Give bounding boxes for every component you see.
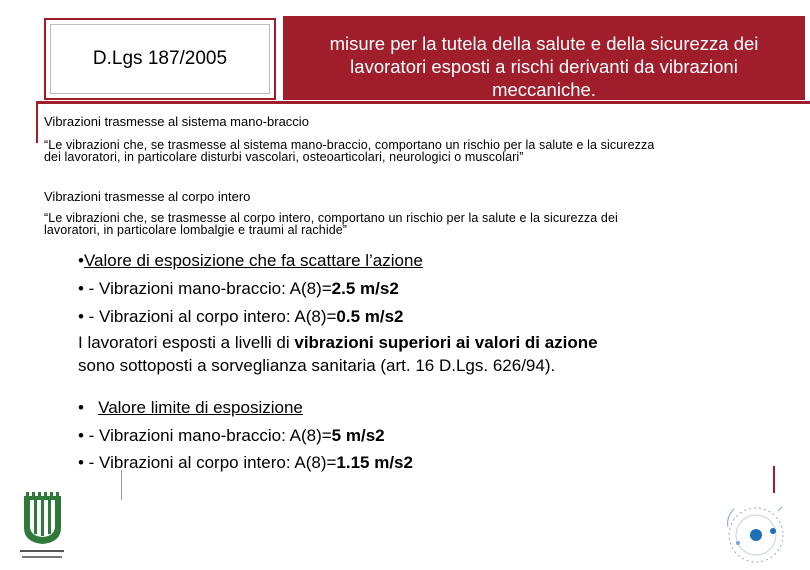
- university-tower-logo: [12, 486, 72, 566]
- header-divider: [38, 101, 810, 104]
- section-hand-arm-line-2: dei lavoratori, in particolare disturbi vascolari, osteoarticolari, neurologici o muscolari”: [44, 150, 524, 164]
- limit-hand-arm-label: • - Vibrazioni mano-braccio: A(8)=: [78, 426, 332, 445]
- surveillance-note-line-1: [78, 333, 598, 353]
- banner-line-1: misure per la tutela della salute e della sicurezza dei: [329, 33, 759, 54]
- bullet: •: [78, 398, 84, 417]
- decree-title: D.Lgs 187/2005: [50, 24, 270, 94]
- action-whole-body-item: [78, 307, 404, 327]
- left-accent-line: [36, 101, 38, 143]
- section-whole-body-line-2: lavoratori, in particolare lombalgie e traumi al rachide”: [44, 223, 348, 237]
- inaf-astronomy-logo: [718, 497, 790, 569]
- action-value-title: Valore di esposizione che fa scattare l’azione: [83, 251, 423, 270]
- action-whole-body-label: • - Vibrazioni al corpo intero: A(8)=: [78, 307, 337, 326]
- banner-line-2: lavoratori esposti a rischi derivanti da vibrazioni: [350, 56, 738, 77]
- surveillance-note-bold: vibrazioni superiori ai valori di azione: [294, 333, 598, 352]
- limit-whole-body-item: [78, 453, 413, 473]
- section-whole-body-heading: Vibrazioni trasmesse al corpo intero: [44, 189, 251, 204]
- action-hand-arm-item: [78, 279, 399, 299]
- title-box: [44, 18, 276, 100]
- surveillance-note-prefix: I lavoratori esposti a livelli di: [78, 333, 295, 352]
- action-whole-body-value: 0.5 m/s2: [336, 307, 404, 326]
- section-hand-arm-line-1: “Le vibrazioni che, se trasmesse al sistema mano-braccio, comportano un rischio per la salute e la sicurezza: [44, 138, 655, 152]
- right-accent-line: [773, 466, 775, 493]
- action-hand-arm-label: • - Vibrazioni mano-braccio: A(8)=: [78, 279, 332, 298]
- gray-divider: [121, 470, 122, 500]
- section-whole-body-line-1: “Le vibrazioni che, se trasmesse al corpo intero, comportano un rischio per la salute e la sicurezza dei: [44, 211, 618, 225]
- action-hand-arm-value: 2.5 m/s2: [331, 279, 399, 298]
- action-value-heading: [78, 251, 423, 271]
- banner-line-3: meccaniche.: [492, 79, 596, 100]
- limit-hand-arm-value: 5 m/s2: [331, 426, 385, 445]
- limit-value-heading: [78, 398, 303, 418]
- limit-hand-arm-item: [78, 426, 385, 446]
- surveillance-note-line-2: sono sottoposti a sorveglianza sanitaria (art. 16 D.Lgs. 626/94).: [78, 356, 556, 375]
- header-banner: [283, 16, 805, 100]
- limit-value-title: Valore limite di esposizione: [98, 398, 303, 417]
- bullet: •: [78, 251, 84, 270]
- limit-whole-body-label: • - Vibrazioni al corpo intero: A(8)=: [78, 453, 337, 472]
- limit-whole-body-value: 1.15 m/s2: [336, 453, 413, 472]
- section-hand-arm-heading: Vibrazioni trasmesse al sistema mano-braccio: [44, 114, 309, 129]
